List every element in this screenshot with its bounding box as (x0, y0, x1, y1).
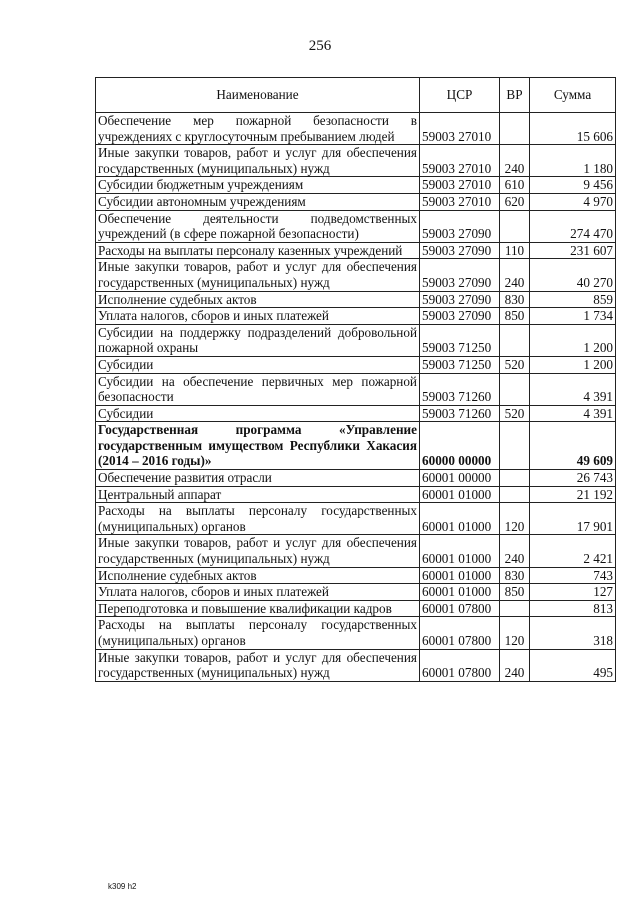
table-row (96, 503, 616, 535)
row-name: Субсидии (96, 405, 420, 422)
row-name: Уплата налогов, сборов и иных платежей (96, 308, 420, 325)
row-sum: 859 (530, 291, 616, 308)
table-row (96, 210, 616, 242)
row-csr: 59003 71260 (420, 405, 500, 422)
row-name: Субсидии автономным учреждениям (96, 193, 420, 210)
budget-table (95, 77, 616, 682)
row-csr: 59003 71250 (420, 356, 500, 373)
row-csr: 59003 27090 (420, 308, 500, 325)
table-row (96, 242, 616, 259)
row-name: Расходы на выплаты персоналу государственных (муниципальных) органов (96, 617, 420, 649)
table-row (96, 486, 616, 503)
table-row (96, 405, 616, 422)
row-csr: 59003 71260 (420, 373, 500, 405)
row-csr: 60001 00000 (420, 470, 500, 487)
row-name: Расходы на выплаты персоналу государственных (муниципальных) органов (96, 503, 420, 535)
row-sum: 4 391 (530, 405, 616, 422)
row-sum: 4 970 (530, 193, 616, 210)
row-name: Уплата налогов, сборов и иных платежей (96, 584, 420, 601)
table-header-row (96, 78, 616, 113)
table-row (96, 291, 616, 308)
table-row (96, 535, 616, 567)
row-name: Субсидии на обеспечение первичных мер пожарной безопасности (96, 373, 420, 405)
row-sum: 15 606 (530, 113, 616, 145)
row-vr: 120 (500, 617, 530, 649)
row-vr (500, 373, 530, 405)
row-sum: 26 743 (530, 470, 616, 487)
table-row (96, 177, 616, 194)
header-sum: Сумма (530, 78, 616, 113)
row-csr: 59003 27010 (420, 177, 500, 194)
row-sum: 40 270 (530, 259, 616, 291)
table-row (96, 600, 616, 617)
row-sum: 4 391 (530, 373, 616, 405)
row-name: Обеспечение развития отрасли (96, 470, 420, 487)
row-sum: 495 (530, 649, 616, 681)
row-csr: 60000 00000 (420, 422, 500, 470)
row-csr: 59003 27090 (420, 242, 500, 259)
row-sum: 318 (530, 617, 616, 649)
row-vr (500, 470, 530, 487)
row-vr (500, 422, 530, 470)
row-vr: 850 (500, 308, 530, 325)
row-vr (500, 600, 530, 617)
row-sum: 2 421 (530, 535, 616, 567)
row-sum: 127 (530, 584, 616, 601)
row-sum: 231 607 (530, 242, 616, 259)
row-csr: 60001 01000 (420, 486, 500, 503)
table-row (96, 324, 616, 356)
row-vr: 610 (500, 177, 530, 194)
table-row (96, 470, 616, 487)
row-csr: 59003 27090 (420, 259, 500, 291)
table-row (96, 373, 616, 405)
row-name: Расходы на выплаты персоналу казенных учреждений (96, 242, 420, 259)
header-csr: ЦСР (420, 78, 500, 113)
row-name: Субсидии бюджетным учреждениям (96, 177, 420, 194)
row-csr: 59003 27090 (420, 210, 500, 242)
row-name: Переподготовка и повышение квалификации кадров (96, 600, 420, 617)
row-vr: 850 (500, 584, 530, 601)
row-csr: 59003 27010 (420, 113, 500, 145)
header-vr: ВР (500, 78, 530, 113)
row-sum: 9 456 (530, 177, 616, 194)
table-row (96, 113, 616, 145)
row-name: Государственная программа «Управление государственным имуществом Республики Хакасия (2014 – 2016 годы)» (96, 422, 420, 470)
table-row (96, 567, 616, 584)
row-sum: 21 192 (530, 486, 616, 503)
row-name: Центральный аппарат (96, 486, 420, 503)
table-row (96, 308, 616, 325)
row-vr: 240 (500, 145, 530, 177)
row-sum: 743 (530, 567, 616, 584)
row-vr (500, 210, 530, 242)
row-csr: 60001 07800 (420, 600, 500, 617)
row-vr: 120 (500, 503, 530, 535)
row-csr: 60001 07800 (420, 649, 500, 681)
row-sum: 813 (530, 600, 616, 617)
row-csr: 60001 01000 (420, 584, 500, 601)
row-csr: 59003 71250 (420, 324, 500, 356)
header-name: Наименование (96, 78, 420, 113)
row-csr: 59003 27010 (420, 193, 500, 210)
row-vr: 240 (500, 535, 530, 567)
table-row (96, 193, 616, 210)
row-vr: 520 (500, 356, 530, 373)
row-vr: 240 (500, 259, 530, 291)
page-number: 256 (308, 38, 332, 54)
row-name: Исполнение судебных актов (96, 567, 420, 584)
row-name: Субсидии (96, 356, 420, 373)
row-vr (500, 113, 530, 145)
table-row (96, 356, 616, 373)
row-csr: 59003 27090 (420, 291, 500, 308)
row-csr: 60001 01000 (420, 567, 500, 584)
table-row (96, 145, 616, 177)
row-vr (500, 324, 530, 356)
row-vr: 830 (500, 567, 530, 584)
row-vr: 110 (500, 242, 530, 259)
row-sum: 1 200 (530, 324, 616, 356)
row-name: Исполнение судебных актов (96, 291, 420, 308)
row-vr: 830 (500, 291, 530, 308)
table-row (96, 422, 616, 470)
row-csr: 60001 01000 (420, 535, 500, 567)
row-sum: 274 470 (530, 210, 616, 242)
footer-code: k309 h2 (108, 882, 137, 891)
table-row (96, 617, 616, 649)
row-sum: 1 200 (530, 356, 616, 373)
table-row (96, 649, 616, 681)
row-vr (500, 486, 530, 503)
row-sum: 1 734 (530, 308, 616, 325)
row-name: Субсидии на поддержку подразделений добровольной пожарной охраны (96, 324, 420, 356)
row-name: Иные закупки товаров, работ и услуг для обеспечения государственных (муниципальных) нужд (96, 535, 420, 567)
row-name: Обеспечение мер пожарной безопасности в учреждениях с круглосуточным пребыванием людей (96, 113, 420, 145)
row-vr: 240 (500, 649, 530, 681)
row-vr: 620 (500, 193, 530, 210)
row-csr: 60001 07800 (420, 617, 500, 649)
row-name: Обеспечение деятельности подведомственных учреждений (в сфере пожарной безопасности) (96, 210, 420, 242)
table-row (96, 584, 616, 601)
row-name: Иные закупки товаров, работ и услуг для обеспечения государственных (муниципальных) нужд (96, 145, 420, 177)
row-name: Иные закупки товаров, работ и услуг для обеспечения государственных (муниципальных) нужд (96, 649, 420, 681)
row-sum: 1 180 (530, 145, 616, 177)
row-csr: 60001 01000 (420, 503, 500, 535)
table-row (96, 259, 616, 291)
row-sum: 49 609 (530, 422, 616, 470)
row-vr: 520 (500, 405, 530, 422)
row-name: Иные закупки товаров, работ и услуг для обеспечения государственных (муниципальных) нужд (96, 259, 420, 291)
row-sum: 17 901 (530, 503, 616, 535)
row-csr: 59003 27010 (420, 145, 500, 177)
